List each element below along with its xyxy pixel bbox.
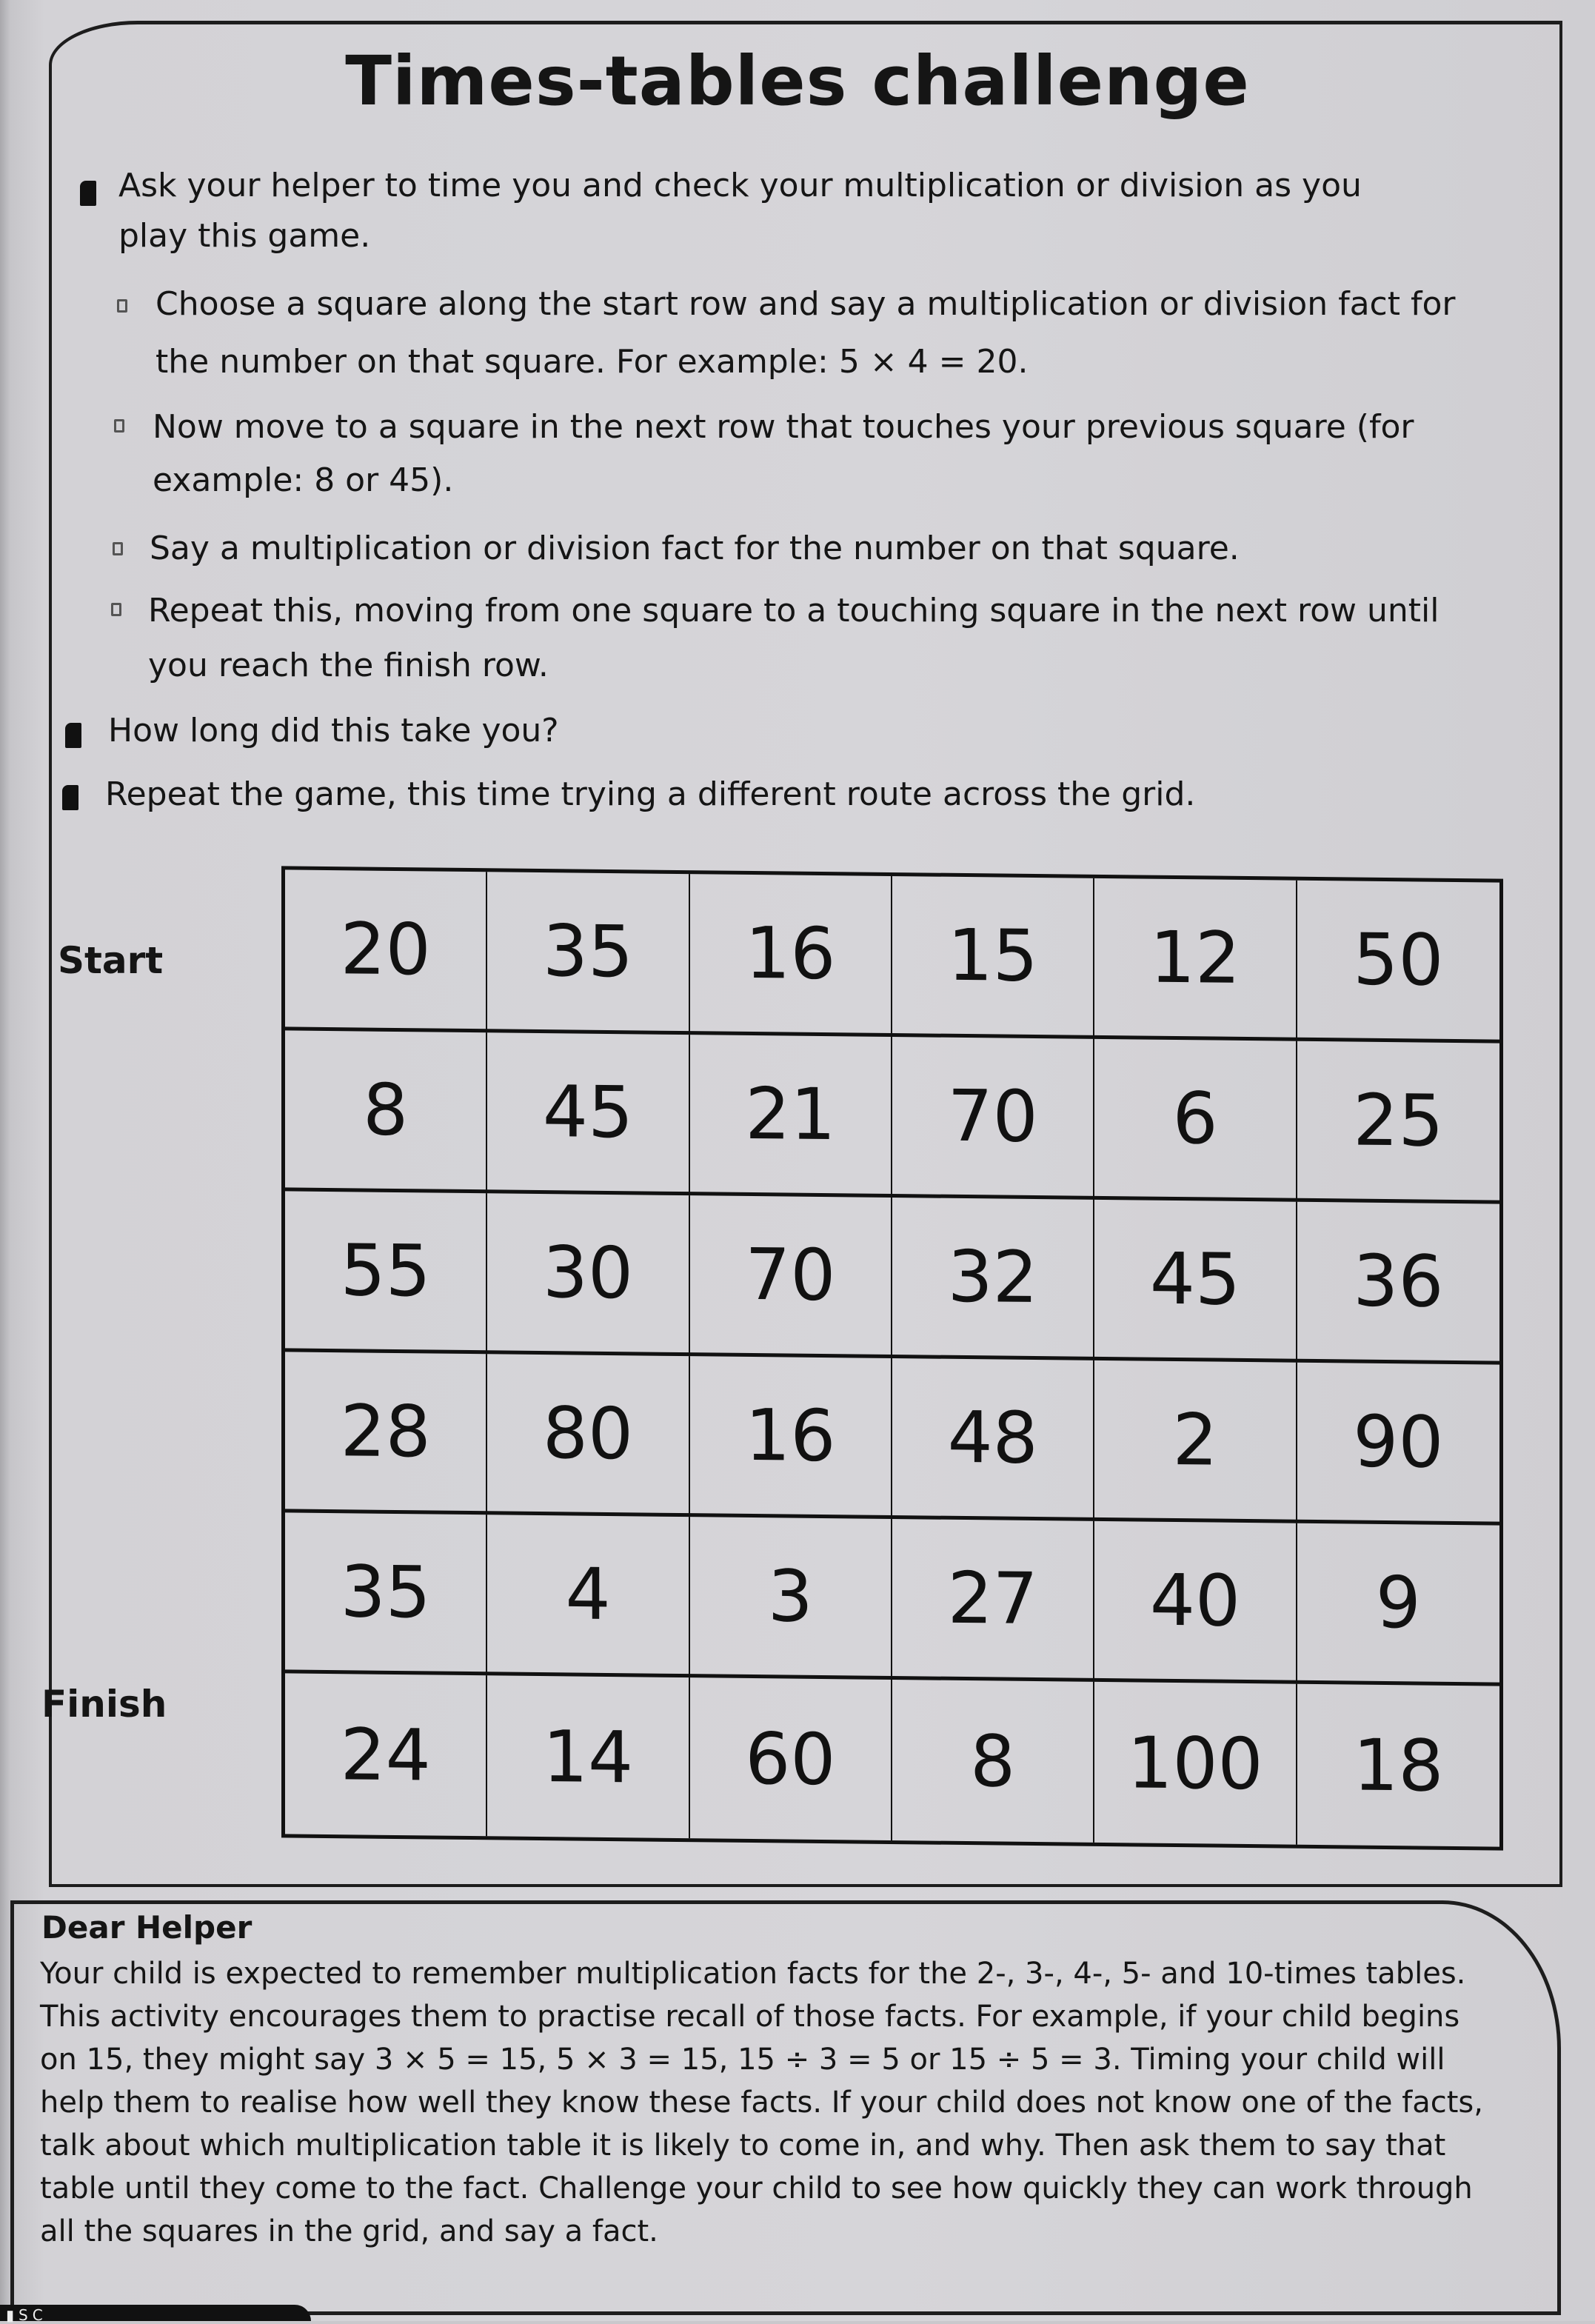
- intro-line-2: play this game.: [118, 217, 371, 255]
- grid-cell[interactable]: 30: [487, 1193, 689, 1356]
- helper-note-title: Dear Helper: [41, 1909, 253, 1946]
- grid-cell[interactable]: 36: [1297, 1202, 1499, 1365]
- finish-label: Finish: [41, 1683, 167, 1726]
- grid-cell[interactable]: 20: [285, 869, 487, 1032]
- number-grid: [281, 866, 1503, 1850]
- grid-cell[interactable]: 18: [1353, 1723, 1444, 1808]
- grid-cell[interactable]: 21: [690, 1035, 892, 1198]
- step-2-line-1: Now move to a square in the next row that touches your previous square (for: [153, 408, 1414, 446]
- grid-cell[interactable]: 6: [1094, 1039, 1297, 1202]
- step-1-line-2: the number on that square. For example: 5 × 4 = 20.: [156, 343, 1029, 381]
- helper-note-text: Your child is expected to remember multiplication facts for the 2-, 3-, 4-, 5- and 10-times tables. This activity encourages them to practise recall of those facts. For example, if your child begins on 15, they might say 3 × 5 = 15, 5 × 3 = 15, 15 ÷ 3 = 5 or 15 ÷ 5 = 3. Timing your child will help them to realise how well they know these facts. If your child does not know one of the facts, talk about which multiplication table it is likely to come in, and why. Then ask them to say that table until they come to the fact. Challenge your child to see how quickly they can work through all the squares in the grid, and say a fact.: [40, 1957, 1483, 2248]
- step-2-line-2: example: 8 or 45).: [153, 461, 454, 499]
- book-icon: ▮: [6, 2306, 19, 2324]
- repeat-line: Repeat the game, this time trying a different route across the grid.: [105, 775, 1196, 813]
- intro-line-1: Ask your helper to time you and check your multiplication or division as you: [118, 167, 1362, 204]
- grid-cell[interactable]: 50: [1297, 881, 1499, 1044]
- bullet-icon: [65, 723, 81, 748]
- bullet-icon: [80, 181, 96, 206]
- grid-cell[interactable]: 2: [1094, 1360, 1297, 1523]
- grid-cell[interactable]: 70: [690, 1195, 892, 1358]
- grid-cell[interactable]: 8: [892, 1680, 1094, 1843]
- grid-cell[interactable]: 35: [487, 872, 689, 1035]
- grid-cell[interactable]: 45: [487, 1032, 689, 1195]
- grid-cell[interactable]: 35: [285, 1512, 487, 1675]
- grid-cell[interactable]: 100: [1094, 1682, 1297, 1845]
- grid-cell[interactable]: 14: [487, 1675, 689, 1838]
- publisher-logo-text: SC: [19, 2306, 47, 2324]
- grid-cell[interactable]: 27: [892, 1519, 1094, 1682]
- grid-cell[interactable]: 48: [892, 1358, 1094, 1521]
- grid-cell[interactable]: 32: [892, 1198, 1094, 1360]
- grid-cell[interactable]: 15: [892, 876, 1094, 1039]
- question-line: How long did this take you?: [108, 712, 559, 749]
- grid-cell[interactable]: 9: [1297, 1523, 1499, 1686]
- checkbox-icon: [117, 299, 127, 313]
- grid-cell[interactable]: 60: [690, 1677, 892, 1840]
- page-title: Times-tables challenge: [345, 41, 1250, 121]
- grid-cell[interactable]: 55: [285, 1191, 487, 1354]
- step-3-line: Say a multiplication or division fact for the number on that square.: [150, 530, 1240, 567]
- grid-cell[interactable]: 24: [285, 1673, 487, 1836]
- grid-cell[interactable]: 4: [487, 1515, 689, 1677]
- grid-cell[interactable]: 45: [1094, 1200, 1297, 1363]
- start-label: Start: [58, 939, 164, 982]
- checkbox-icon: [111, 603, 121, 616]
- grid-cell[interactable]: 16: [690, 874, 892, 1037]
- step-1-line-1: Choose a square along the start row and say a multiplication or division fact for: [156, 285, 1456, 323]
- grid-cell[interactable]: 40: [1094, 1521, 1297, 1684]
- step-4-line-2: you reach the finish row.: [148, 647, 549, 684]
- checkbox-icon: [113, 542, 123, 555]
- grid-cell[interactable]: 12: [1094, 878, 1297, 1041]
- grid-cell[interactable]: 28: [285, 1352, 487, 1515]
- bullet-icon: [62, 785, 78, 810]
- grid-cell[interactable]: 8: [285, 1030, 487, 1193]
- step-4-line-1: Repeat this, moving from one square to a touching square in the next row until: [148, 592, 1439, 630]
- grid-cell[interactable]: 25: [1297, 1041, 1499, 1204]
- grid-cell[interactable]: 90: [1297, 1363, 1499, 1526]
- checkbox-icon: [114, 419, 124, 433]
- grid-cell[interactable]: 16: [690, 1356, 892, 1519]
- grid-cell[interactable]: 80: [487, 1354, 689, 1517]
- grid-cell[interactable]: 3: [690, 1517, 892, 1680]
- grid-cell[interactable]: 70: [892, 1037, 1094, 1200]
- publisher-logo: [6, 2306, 47, 2324]
